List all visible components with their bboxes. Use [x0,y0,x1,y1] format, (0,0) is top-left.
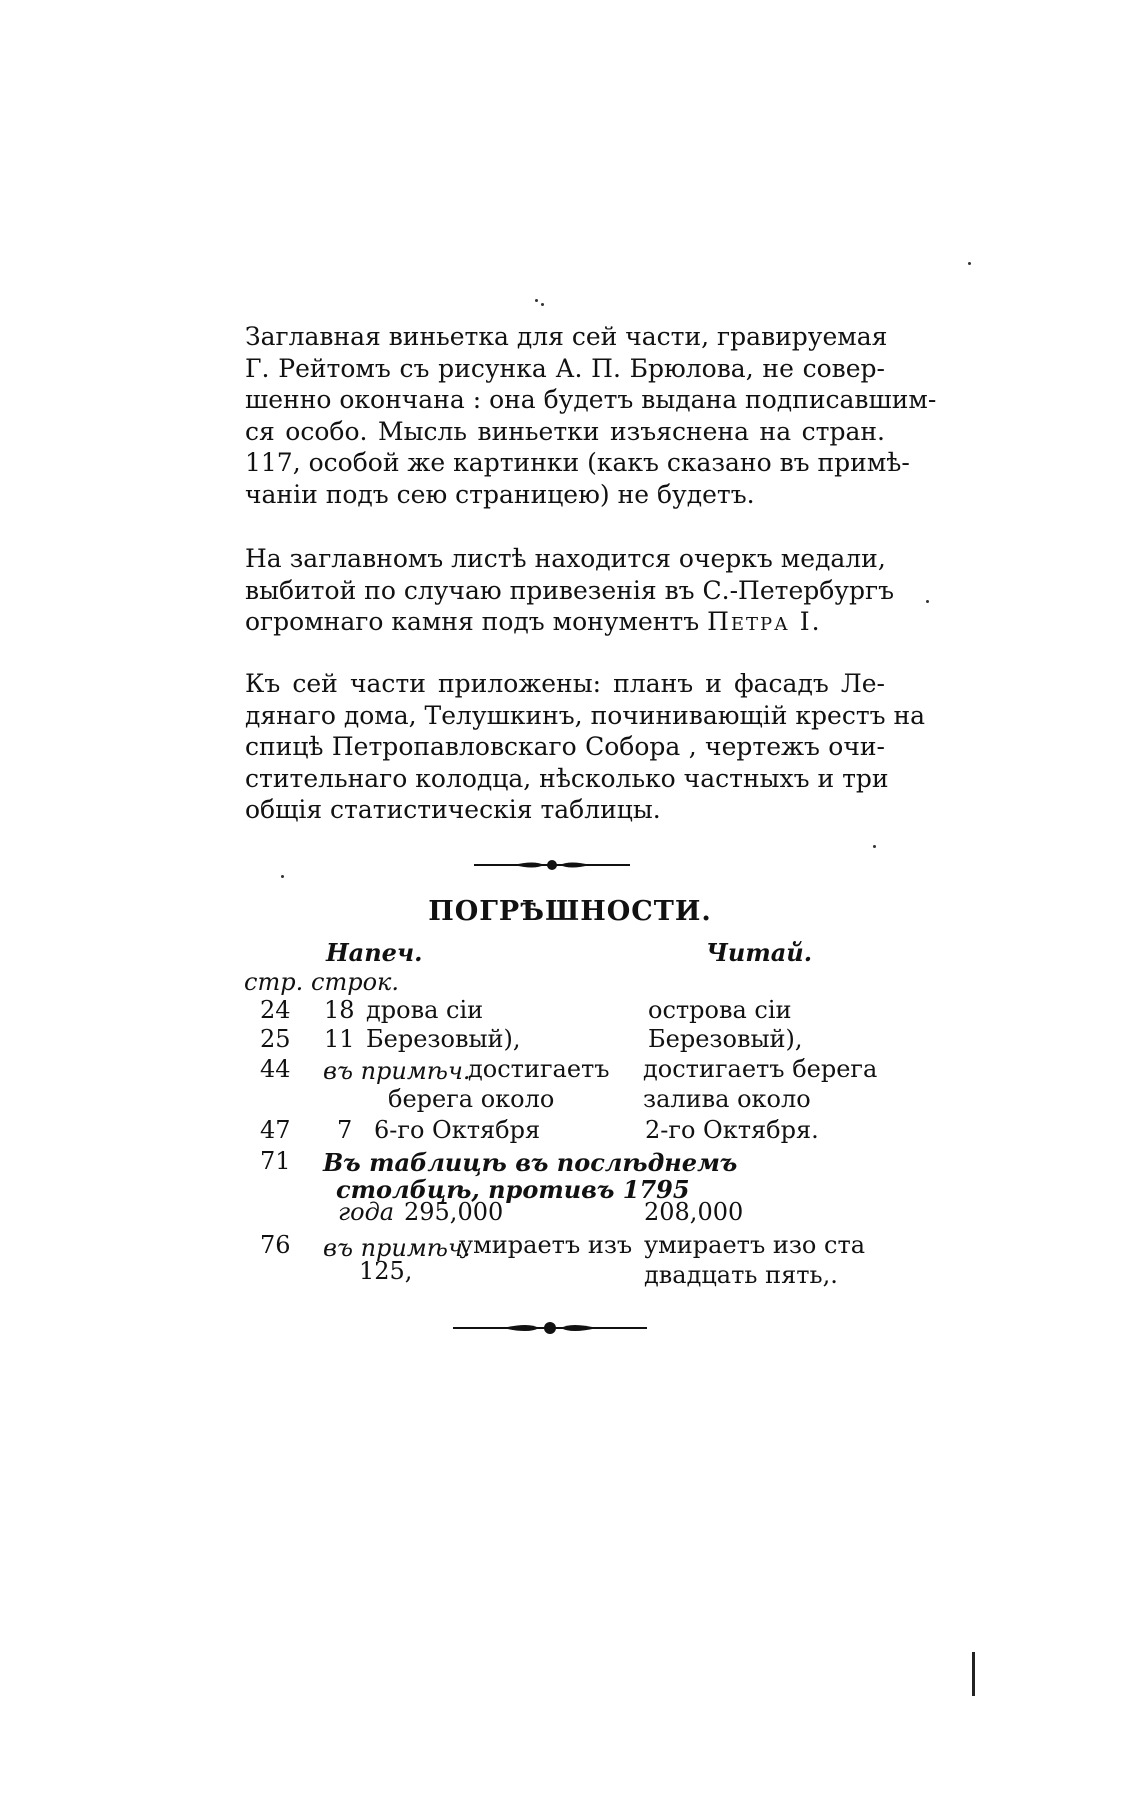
errata-printed-text: 125, [359,1257,413,1285]
errata-read-text: залива около [643,1085,811,1113]
text-line: стительнаго колодца, нѣсколько частныхъ и три [245,763,889,793]
errata-read-text: двадцать пять,. [644,1261,838,1289]
errata-read-text: 208,000 [644,1198,744,1226]
errata-page-number: 47 [260,1116,291,1144]
scan-speck [541,303,544,306]
errata-read-text: Березовый), [648,1025,803,1053]
note-paragraph-medal [245,543,895,638]
monarch-name: Петра I. [707,607,822,636]
text-line: общiя статистическiя таблицы. [245,795,661,824]
text-line: ся особо. Мысль виньетки изъяснена на стран. [245,416,885,446]
header-read: Читай. [706,938,813,967]
errata-printed-text: 295,000 [404,1198,504,1226]
errata-printed-text: 6-го Октября [374,1116,541,1144]
ornamental-rule-icon [453,1320,647,1336]
errata-read-text: достигаетъ берега [643,1055,878,1083]
errata-read-text: 2-го Октября. [645,1116,819,1144]
header-printed: Напеч. [326,938,423,967]
text-line: На заглавномъ листѣ находится очеркъ медали, [245,544,886,573]
text-line: спицѣ Петропавловскаго Собора , чертежъ очи- [245,732,885,761]
errata-page-number: 76 [260,1231,291,1259]
column-page-label: стр. [244,968,304,996]
text-line: дянаго дома, Телушкинъ, починивающiй крестъ на [245,700,926,730]
scan-speck [926,600,929,603]
errata-line-number: 7 [337,1116,353,1144]
errata-printed-text: достигаетъ [468,1055,610,1083]
errata-page-number: 25 [260,1025,291,1053]
errata-printed-text: Березовый), [366,1025,521,1053]
errata-read-text: умираетъ изо ста [644,1231,866,1259]
note-paragraph-vignette [245,321,937,510]
errata-printed-text: берега около [388,1085,555,1113]
errata-line-note: года [338,1198,395,1226]
note-paragraph-appendices [245,668,926,826]
text-line: выбитой по случаю привезенiя въ С.-Петербургъ [245,575,895,605]
scan-speck [873,845,876,848]
errata-line-note: въ примѣч. [323,1234,471,1262]
text-line-prefix: огромнаго камня подъ монументъ [245,607,700,636]
scan-edge-mark [972,1652,975,1696]
text-line [245,606,885,638]
ornamental-rule-icon [474,858,630,872]
errata-page-number: 44 [260,1055,291,1083]
scan-speck [968,262,971,265]
text-line: Къ сей части приложены: планъ и фасадъ Ле- [245,669,885,698]
scan-speck [281,875,284,878]
text-line: Заглавная виньетка для сей части, гравируемая [245,322,888,351]
text-line: Г. Рейтомъ съ рисунка А. П. Брюлова, не совер- [245,353,885,383]
errata-line-note: въ примѣч. [323,1057,471,1085]
text-line: чанiи подъ сею страницею) не будетъ. [245,479,755,509]
errata-page-number: 24 [260,996,291,1024]
errata-line-note: Въ таблицѣ въ послѣднемъ [323,1148,738,1177]
errata-title: ПОГРѢШНОСТИ. [428,896,712,927]
text-line: шенно окончана : она будетъ выдана подписавшим- [245,385,937,414]
errata-line-number: 11 [324,1025,355,1053]
errata-read-text: острова сiи [648,996,792,1024]
errata-printed-text: умираетъ изъ [459,1231,633,1259]
column-line-label: строк. [311,968,399,996]
text-line: 117, особой же картинки (какъ сказано въ примѣ- [245,448,910,477]
errata-line-note: столбцѣ, противъ 1795 [336,1175,690,1204]
errata-printed-text: дрова сiи [366,996,484,1024]
errata-page-number: 71 [260,1147,291,1175]
scan-speck [535,299,538,302]
errata-line-number: 18 [324,996,355,1024]
